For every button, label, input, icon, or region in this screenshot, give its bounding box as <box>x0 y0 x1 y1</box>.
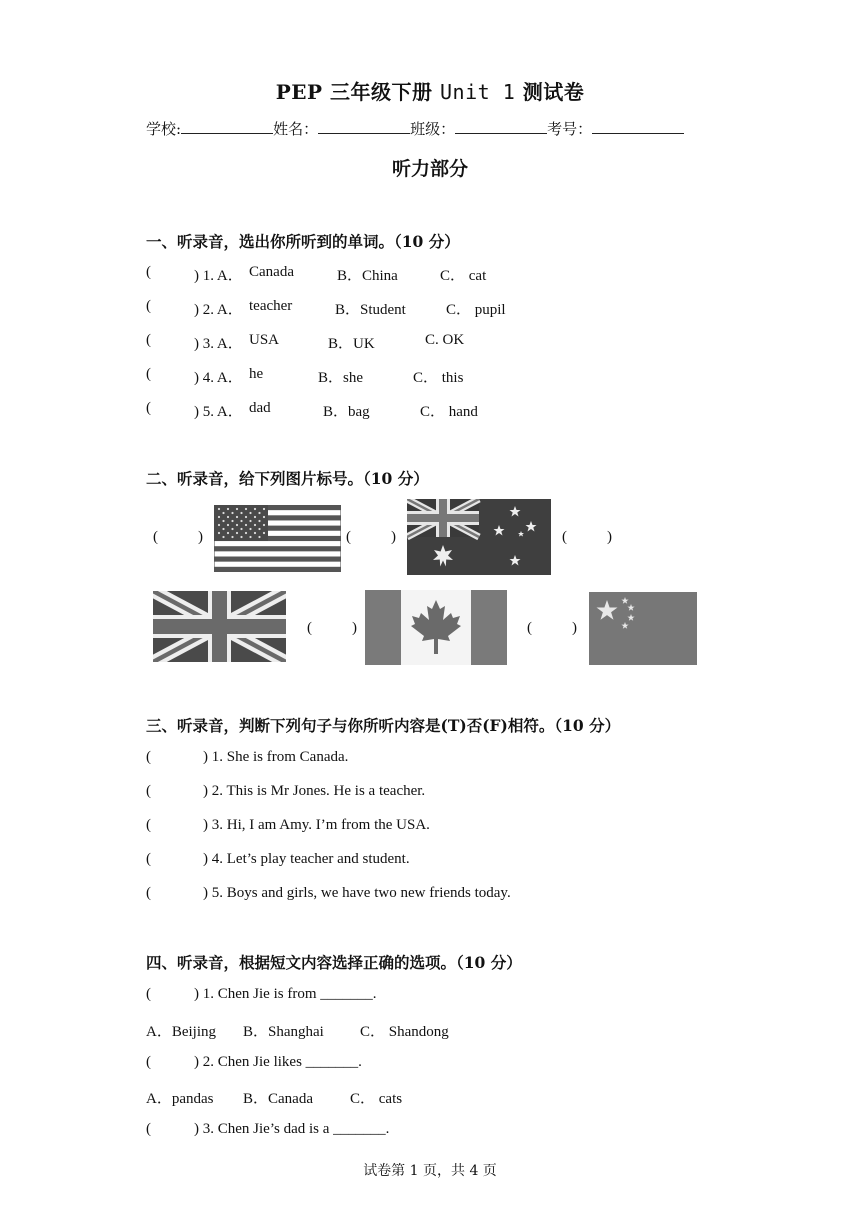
section3-heading: 三、听录音，判断下列句子与你所听内容是(T)否(F)相符。（10 分） <box>146 716 621 735</box>
section1-item-2 <box>0 298 860 318</box>
school-field[interactable] <box>181 119 273 134</box>
section4-question-1 <box>0 986 860 1006</box>
question-text: ) 1. Chen Jie is from _______. <box>194 986 377 1002</box>
statement-text: ) 4. Let’s play teacher and student. <box>203 851 410 867</box>
title-unit: Unit 1 <box>440 80 516 104</box>
option-a: A．Beijing <box>146 1024 216 1040</box>
option-b: B．Canada <box>243 1091 313 1107</box>
option-b: B．bag <box>323 404 370 420</box>
answer-blank[interactable]: ( <box>146 817 151 833</box>
option-a: he <box>249 366 264 382</box>
section1-item-3 <box>0 332 860 352</box>
section3-item-4 <box>0 851 860 871</box>
exam-no-field[interactable] <box>592 119 684 134</box>
student-info-line <box>146 118 684 139</box>
item-number: ) 1. A． <box>194 268 243 284</box>
option-b: B．China <box>337 268 398 284</box>
item-number: ) 4. A． <box>194 370 243 386</box>
section4-options-2 <box>0 1087 860 1107</box>
flag-label-blank-5[interactable]: ( ) <box>527 620 577 636</box>
china-flag <box>589 592 697 665</box>
statement-text: ) 2. This is Mr Jones. He is a teacher. <box>203 783 426 799</box>
section4-question-3 <box>0 1121 860 1141</box>
item-number: ) 2. A． <box>194 302 243 318</box>
answer-blank[interactable]: ( <box>146 885 151 901</box>
answer-blank[interactable]: ( <box>146 986 151 1002</box>
class-label: 班级： <box>410 120 456 138</box>
option-b: B．Student <box>335 302 406 318</box>
option-c: C. OK <box>425 332 465 348</box>
answer-blank[interactable]: ( <box>146 1054 151 1070</box>
flag-label-blank-1[interactable]: ( ) <box>153 529 203 545</box>
name-field[interactable] <box>318 119 410 134</box>
answer-blank[interactable]: ( <box>146 366 151 382</box>
option-a: USA <box>249 332 280 348</box>
section3-item-5 <box>0 885 860 905</box>
title-suffix: 测试卷 <box>522 80 585 104</box>
answer-blank[interactable]: ( <box>146 298 151 314</box>
flag-label-blank-2[interactable]: ( ) <box>346 529 396 545</box>
section3-item-2 <box>0 783 860 803</box>
option-b: B．Shanghai <box>243 1024 324 1040</box>
listening-part-title: 听力部分 <box>391 158 468 180</box>
answer-blank[interactable]: ( <box>146 400 151 416</box>
statement-text: ) 1. She is from Canada. <box>203 749 349 765</box>
answer-blank[interactable]: ( <box>146 264 151 280</box>
section3-item-1 <box>0 749 860 769</box>
option-c: C． cat <box>440 268 487 284</box>
item-number: ) 3. A． <box>194 336 243 352</box>
name-label: 姓名： <box>273 120 319 138</box>
option-c: C． hand <box>420 404 478 420</box>
title-prefix: PEP 三年级下册 <box>275 80 433 104</box>
answer-blank[interactable]: ( <box>146 749 151 765</box>
option-a: dad <box>249 400 271 416</box>
item-number: ) 5. A． <box>194 404 243 420</box>
statement-text: ) 5. Boys and girls, we have two new friends today. <box>203 885 511 901</box>
option-a: Canada <box>249 264 294 280</box>
answer-blank[interactable]: ( <box>146 332 151 348</box>
section2-heading: 二、听录音，给下列图片标号。（10 分） <box>146 469 429 488</box>
statement-text: ) 3. Hi, I am Amy. I’m from the USA. <box>203 817 430 833</box>
option-b: B．she <box>318 370 364 386</box>
section4-heading: 四、听录音，根据短文内容选择正确的选项。（10 分） <box>146 953 522 972</box>
usa-flag <box>214 505 341 572</box>
canada-flag <box>365 590 507 665</box>
section1-item-5 <box>0 400 860 420</box>
flag-label-blank-3[interactable]: ( ) <box>562 529 612 545</box>
uk-flag <box>153 591 286 662</box>
section1-item-1 <box>0 264 860 284</box>
section4-options-1 <box>0 1020 860 1040</box>
option-c: C． Shandong <box>360 1024 449 1040</box>
question-text: ) 2. Chen Jie likes _______. <box>194 1054 362 1070</box>
option-c: C． pupil <box>446 302 506 318</box>
answer-blank[interactable]: ( <box>146 783 151 799</box>
answer-blank[interactable]: ( <box>146 1121 151 1137</box>
exam-no-label: 考号： <box>547 120 593 138</box>
page-footer: 试卷第 1 页，共 4 页 <box>363 1163 497 1179</box>
option-c: C． this <box>413 370 464 386</box>
section1-item-4 <box>0 366 860 386</box>
section3-item-3 <box>0 817 860 837</box>
class-field[interactable] <box>455 119 547 134</box>
option-a: A．pandas <box>146 1091 214 1107</box>
flag-label-blank-4[interactable]: ( ) <box>307 620 357 636</box>
question-text: ) 3. Chen Jie’s dad is a _______. <box>194 1121 390 1137</box>
australia-flag <box>407 499 551 575</box>
option-b: B．UK <box>328 336 375 352</box>
page-title <box>0 76 860 105</box>
option-c: C． cats <box>350 1091 403 1107</box>
option-a: teacher <box>249 298 293 314</box>
section1-heading: 一、听录音，选出你所听到的单词。（10 分） <box>146 232 460 251</box>
section4-question-2 <box>0 1054 860 1074</box>
answer-blank[interactable]: ( <box>146 851 151 867</box>
school-label: 学校: <box>146 120 182 138</box>
